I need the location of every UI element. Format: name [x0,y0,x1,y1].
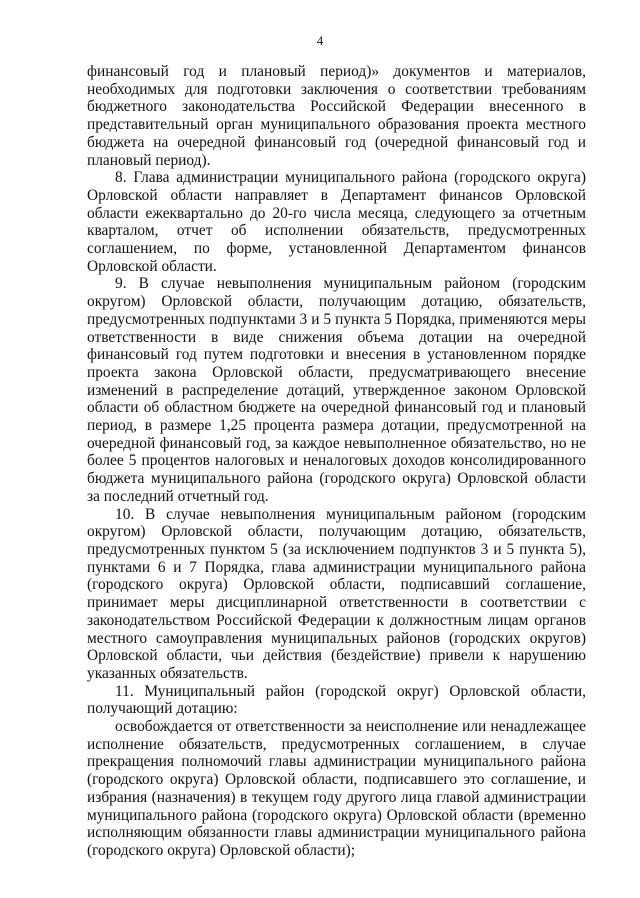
paragraph-11: 11. Муниципальный район (городской округ) Орловской области, получающий дотацию: [87,682,586,718]
paragraph-8: 8. Глава администрации муниципального района (городского округа) Орловской области направляет в Департамент финансов Орловской области ежеквартально до 20-го числа месяца, следующего за отчетным кварталом, отчет об исполнении обязательств, предусмотренных соглашением, по форме, установленной Департаментом финансов Орловской области. [87,169,586,275]
paragraph-9: 9. В случае невыполнения муниципальным районом (городским округом) Орловской области, получающим дотацию, обязательств, предусмотренных подпунктами 3 и 5 пункта 5 Порядка, применяются меры ответственности в виде снижения объема дотации на очередной финансовый год путем подготовки и внесения в установленном порядке проекта закона Орловской области, предусматривающего внесение изменений в распределение дотаций, утвержденное законом Орловской области об областном бюджете на очередной финансовый год и плановый период, в размере 1,25 процента размера дотации, предусмотренной на очередной финансовый год, за каждое невыполненное обязательство, но не более 5 процентов налоговых и неналоговых доходов консолидированного бюджета муниципального района (городского округа) Орловской области за последний отчетный год. [87,275,586,505]
paragraph-10: 10. В случае невыполнения муниципальным районом (городским округом) Орловской области, получающим дотацию, обязательств, предусмотренных пунктом 5 (за исключением подпунктов 3 и 5 пункта 5), пунктами 6 и 7 Порядка, глава администрации муниципального района (городского округа) Орловской области, подписавший соглашение, принимает меры дисциплинарной ответственности в соответствии с законодательством Российской Федерации к должностным лицам органов местного самоуправления муниципальных районов (городских округов) Орловской области, чьи действия (бездействие) привели к нарушению указанных обязательств. [87,505,586,682]
page-number: 4 [316,33,324,48]
paragraph-continuation: финансовый год и плановый период)» документов и материалов, необходимых для подготовки заключения о соответствии требованиям бюджетного законодательства Российской Федерации внесенного в представительный орган муниципального образования проекта местного бюджета на очередной финансовый год (очередной финансовый год и плановый период). [87,63,586,169]
paragraph-11-item: освобождается от ответственности за неисполнение или ненадлежащее исполнение обязательств, предусмотренных соглашением, в случае прекращения полномочий главы администрации муниципального района (городского округа) Орловской области, подписавшего это соглашение, и избрания (назначения) в текущем году другого лица главой администрации муниципального района (городского округа) Орловской области (временно исполняющим обязанности главы администрации муниципального района (городского округа) Орловской области); [87,718,586,859]
document-body [87,63,586,860]
